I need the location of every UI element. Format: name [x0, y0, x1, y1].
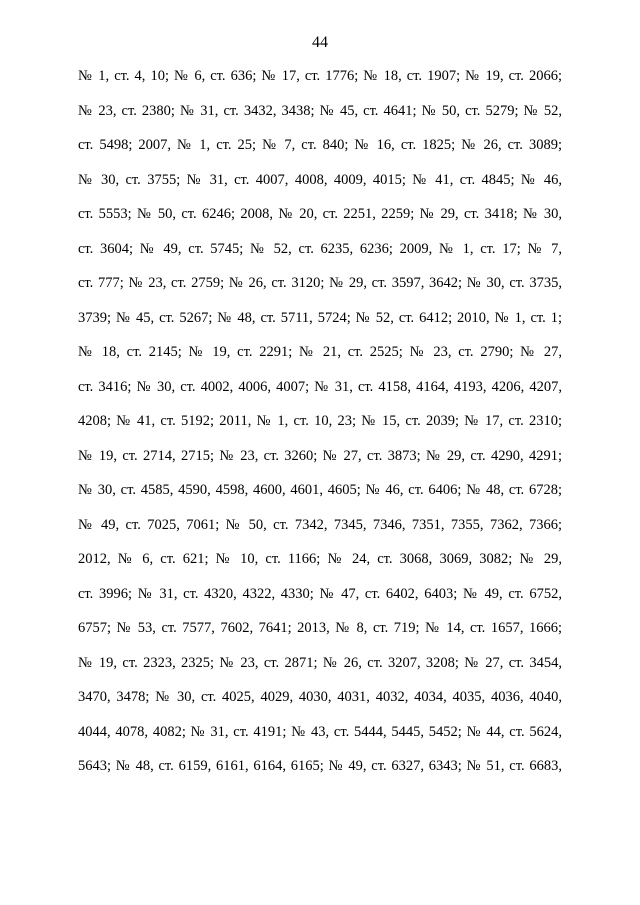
- text-line: 5643; № 48, ст. 6159, 6161, 6164, 6165; № 49, ст. 6327, 6343; № 51, ст. 6683,: [78, 758, 562, 774]
- text-line: 4208; № 41, ст. 5192; 2011, № 1, ст. 10, 23; № 15, ст. 2039; № 17, ст. 2310;: [78, 413, 562, 429]
- text-line: 4044, 4078, 4082; № 31, ст. 4191; № 43, ст. 5444, 5445, 5452; № 44, ст. 5624,: [78, 723, 562, 740]
- text-line: № 30, ст. 4585, 4590, 4598, 4600, 4601, 4605; № 46, ст. 6406; № 48, ст. 6728;: [78, 482, 562, 498]
- text-line: № 23, ст. 2380; № 31, ст. 3432, 3438; № 45, ст. 4641; № 50, ст. 5279; № 52,: [78, 102, 562, 119]
- text-line: 3739; № 45, ст. 5267; № 48, ст. 5711, 5724; № 52, ст. 6412; 2010, № 1, ст. 1;: [78, 309, 562, 326]
- text-line: № 49, ст. 7025, 7061; № 50, ст. 7342, 7345, 7346, 7351, 7355, 7362, 7366;: [78, 516, 562, 533]
- page-number: 44: [312, 34, 328, 51]
- text-line: ст. 3604; № 49, ст. 5745; № 52, ст. 6235, 6236; 2009, № 1, ст. 17; № 7,: [78, 240, 562, 257]
- text-line: № 30, ст. 3755; № 31, ст. 4007, 4008, 4009, 4015; № 41, ст. 4845; № 46,: [78, 171, 562, 188]
- text-line: ст. 3416; № 30, ст. 4002, 4006, 4007; № 31, ст. 4158, 4164, 4193, 4206, 4207,: [78, 378, 562, 395]
- text-line: № 1, ст. 4, 10; № 6, ст. 636; № 17, ст. 1776; № 18, ст. 1907; № 19, ст. 2066;: [78, 68, 562, 84]
- text-line: ст. 5498; 2007, № 1, ст. 25; № 7, ст. 840; № 16, ст. 1825; № 26, ст. 3089;: [78, 137, 562, 153]
- text-line: № 19, ст. 2323, 2325; № 23, ст. 2871; № 26, ст. 3207, 3208; № 27, ст. 3454,: [78, 654, 562, 671]
- text-line: № 19, ст. 2714, 2715; № 23, ст. 3260; № 27, ст. 3873; № 29, ст. 4290, 4291;: [78, 447, 562, 464]
- text-line: ст. 3996; № 31, ст. 4320, 4322, 4330; № 47, ст. 6402, 6403; № 49, ст. 6752,: [78, 585, 562, 602]
- text-line: ст. 777; № 23, ст. 2759; № 26, ст. 3120; № 29, ст. 3597, 3642; № 30, ст. 3735,: [78, 275, 562, 291]
- text-line: № 18, ст. 2145; № 19, ст. 2291; № 21, ст. 2525; № 23, ст. 2790; № 27,: [78, 344, 562, 360]
- text-line: 3470, 3478; № 30, ст. 4025, 4029, 4030, 4031, 4032, 4034, 4035, 4036, 4040,: [78, 689, 562, 705]
- text-line: ст. 5553; № 50, ст. 6246; 2008, № 20, ст. 2251, 2259; № 29, ст. 3418; № 30,: [78, 206, 562, 222]
- body-text: [78, 66, 562, 791]
- text-line: 2012, № 6, ст. 621; № 10, ст. 1166; № 24, ст. 3068, 3069, 3082; № 29,: [78, 551, 562, 567]
- text-line: 6757; № 53, ст. 7577, 7602, 7641; 2013, № 8, ст. 719; № 14, ст. 1657, 1666;: [78, 620, 562, 636]
